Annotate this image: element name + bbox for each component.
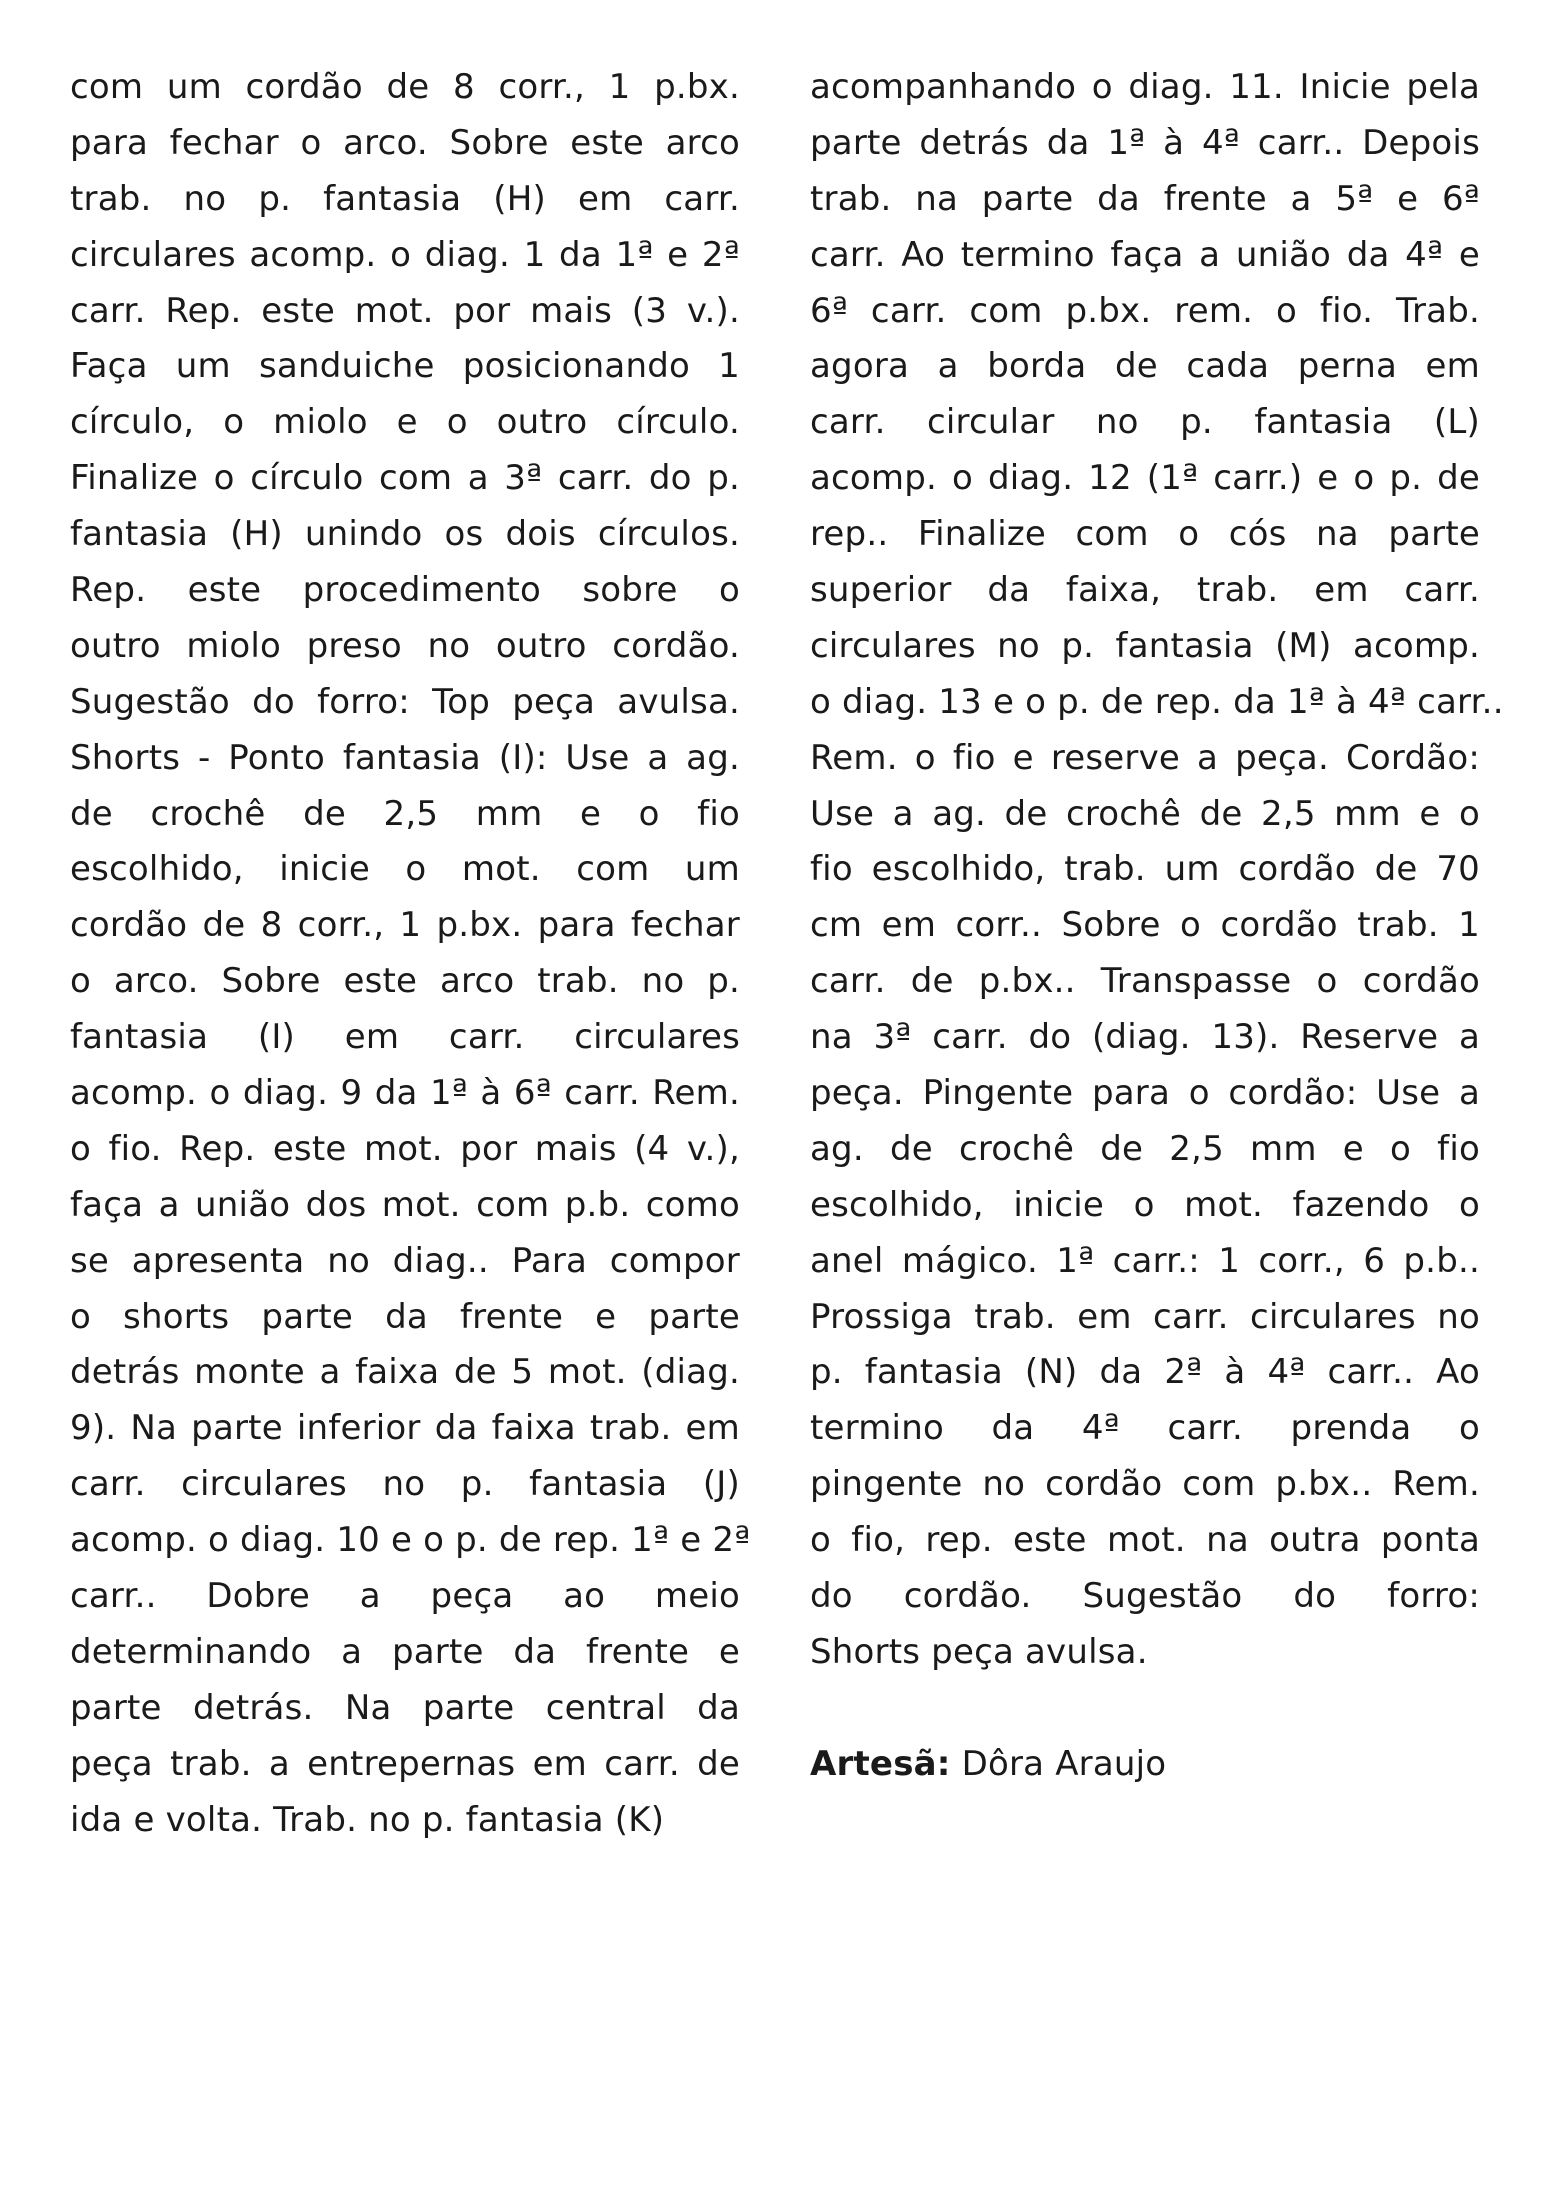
text-line: 9). Na parte inferior da faixa trab. em bbox=[70, 1408, 740, 1449]
text-line: peça. Pingente para o cordão: Use a bbox=[810, 1073, 1480, 1114]
text-line: Sugestão do forro: Top peça avulsa. bbox=[70, 681, 740, 722]
text-line: carr. de p.bx.. Transpasse o cordão bbox=[810, 961, 1480, 1002]
text-line: carr.. Dobre a peça ao meio bbox=[70, 1576, 740, 1617]
text-line: circulares no p. fantasia (M) acomp. bbox=[810, 625, 1480, 666]
text-line: ida e volta. Trab. no p. fantasia (K) bbox=[70, 1799, 665, 1840]
left-column bbox=[70, 60, 751, 1849]
text-line: escolhido, inicie o mot. com um bbox=[70, 849, 740, 890]
text-line: escolhido, inicie o mot. fazendo o bbox=[810, 1184, 1480, 1225]
text-line: termino da 4ª carr. prenda o bbox=[810, 1408, 1480, 1449]
text-line: detrás monte a faixa de 5 mot. (diag. bbox=[70, 1352, 740, 1393]
text-line: fio escolhido, trab. um cordão de 70 bbox=[810, 849, 1480, 890]
text-line: Shorts - Ponto fantasia (I): Use a ag. bbox=[70, 737, 740, 778]
text-line: acomp. o diag. 9 da 1ª à 6ª carr. Rem. bbox=[70, 1073, 740, 1114]
text-line: na 3ª carr. do (diag. 13). Reserve a bbox=[810, 1017, 1480, 1058]
text-line: fantasia (I) em carr. circulares bbox=[70, 1017, 740, 1058]
text-line: fantasia (H) unindo os dois círculos. bbox=[70, 514, 740, 555]
text-line: o fio. Rep. este mot. por mais (4 v.), bbox=[70, 1128, 740, 1169]
text-line: de crochê de 2,5 mm e o fio bbox=[70, 793, 740, 834]
text-line: acomp. o diag. 12 (1ª carr.) e o p. de bbox=[810, 458, 1480, 499]
text-line: Faça um sanduiche posicionando 1 bbox=[70, 346, 740, 387]
text-line: Rem. o fio e reserve a peça. Cordão: bbox=[810, 737, 1480, 778]
text-line: circulares acomp. o diag. 1 da 1ª e 2ª bbox=[70, 234, 740, 275]
text-line: faça a união dos mot. com p.b. como bbox=[70, 1184, 740, 1225]
text-line: parte detrás. Na parte central da bbox=[70, 1687, 740, 1728]
artisan-credit bbox=[810, 1737, 1480, 1793]
text-line: outro miolo preso no outro cordão. bbox=[70, 625, 740, 666]
text-line: p. fantasia (N) da 2ª à 4ª carr.. Ao bbox=[810, 1352, 1480, 1393]
text-line: carr. circulares no p. fantasia (J) bbox=[70, 1464, 740, 1505]
text-line: do cordão. Sugestão do forro: bbox=[810, 1576, 1480, 1617]
text-line: o diag. 13 e o p. de rep. da 1ª à 4ª carr.. bbox=[810, 681, 1504, 722]
text-line: cordão de 8 corr., 1 p.bx. para fechar bbox=[70, 905, 740, 946]
text-line: círculo, o miolo e o outro círculo. bbox=[70, 402, 740, 443]
text-line: peça trab. a entrepernas em carr. de bbox=[70, 1743, 740, 1784]
text-line: o arco. Sobre este arco trab. no p. bbox=[70, 961, 740, 1002]
credit-name: Dôra Araujo bbox=[950, 1743, 1167, 1784]
text-line: trab. na parte da frente a 5ª e 6ª bbox=[810, 178, 1480, 219]
text-line: anel mágico. 1ª carr.: 1 corr., 6 p.b.. bbox=[810, 1240, 1480, 1281]
text-line: parte detrás da 1ª à 4ª carr.. Depois bbox=[810, 122, 1480, 163]
text-line: rep.. Finalize com o cós na parte bbox=[810, 514, 1480, 555]
text-line: superior da faixa, trab. em carr. bbox=[810, 570, 1480, 611]
text-line: cm em corr.. Sobre o cordão trab. 1 bbox=[810, 905, 1480, 946]
text-line: carr. Ao termino faça a união da 4ª e bbox=[810, 234, 1480, 275]
right-column bbox=[810, 60, 1504, 1793]
text-line: Rep. este procedimento sobre o bbox=[70, 570, 740, 611]
text-line: acomp. o diag. 10 e o p. de rep. 1ª e 2ª bbox=[70, 1520, 751, 1561]
text-line: se apresenta no diag.. Para compor bbox=[70, 1240, 740, 1281]
text-line: carr. circular no p. fantasia (L) bbox=[810, 402, 1480, 443]
text-line: trab. no p. fantasia (H) em carr. bbox=[70, 178, 740, 219]
text-line: o fio, rep. este mot. na outra ponta bbox=[810, 1520, 1480, 1561]
text-line: pingente no cordão com p.bx.. Rem. bbox=[810, 1464, 1480, 1505]
text-line: ag. de crochê de 2,5 mm e o fio bbox=[810, 1128, 1480, 1169]
text-line: agora a borda de cada perna em bbox=[810, 346, 1480, 387]
text-line: para fechar o arco. Sobre este arco bbox=[70, 122, 740, 163]
text-line: carr. Rep. este mot. por mais (3 v.). bbox=[70, 290, 740, 331]
text-line: com um cordão de 8 corr., 1 p.bx. bbox=[70, 67, 740, 107]
text-line: Shorts peça avulsa. bbox=[810, 1631, 1148, 1672]
credit-label: Artesã: bbox=[810, 1743, 951, 1784]
text-line: 6ª carr. com p.bx. rem. o fio. Trab. bbox=[810, 290, 1480, 331]
text-line: Prossiga trab. em carr. circulares no bbox=[810, 1296, 1480, 1337]
text-line: Use a ag. de crochê de 2,5 mm e o bbox=[810, 793, 1480, 834]
text-line: acompanhando o diag. 11. Inicie pela bbox=[810, 67, 1480, 107]
text-line: Finalize o círculo com a 3ª carr. do p. bbox=[70, 458, 740, 499]
paragraph-gap bbox=[810, 1681, 1480, 1737]
text-line: o shorts parte da frente e parte bbox=[70, 1296, 740, 1337]
text-line: determinando a parte da frente e bbox=[70, 1631, 740, 1672]
